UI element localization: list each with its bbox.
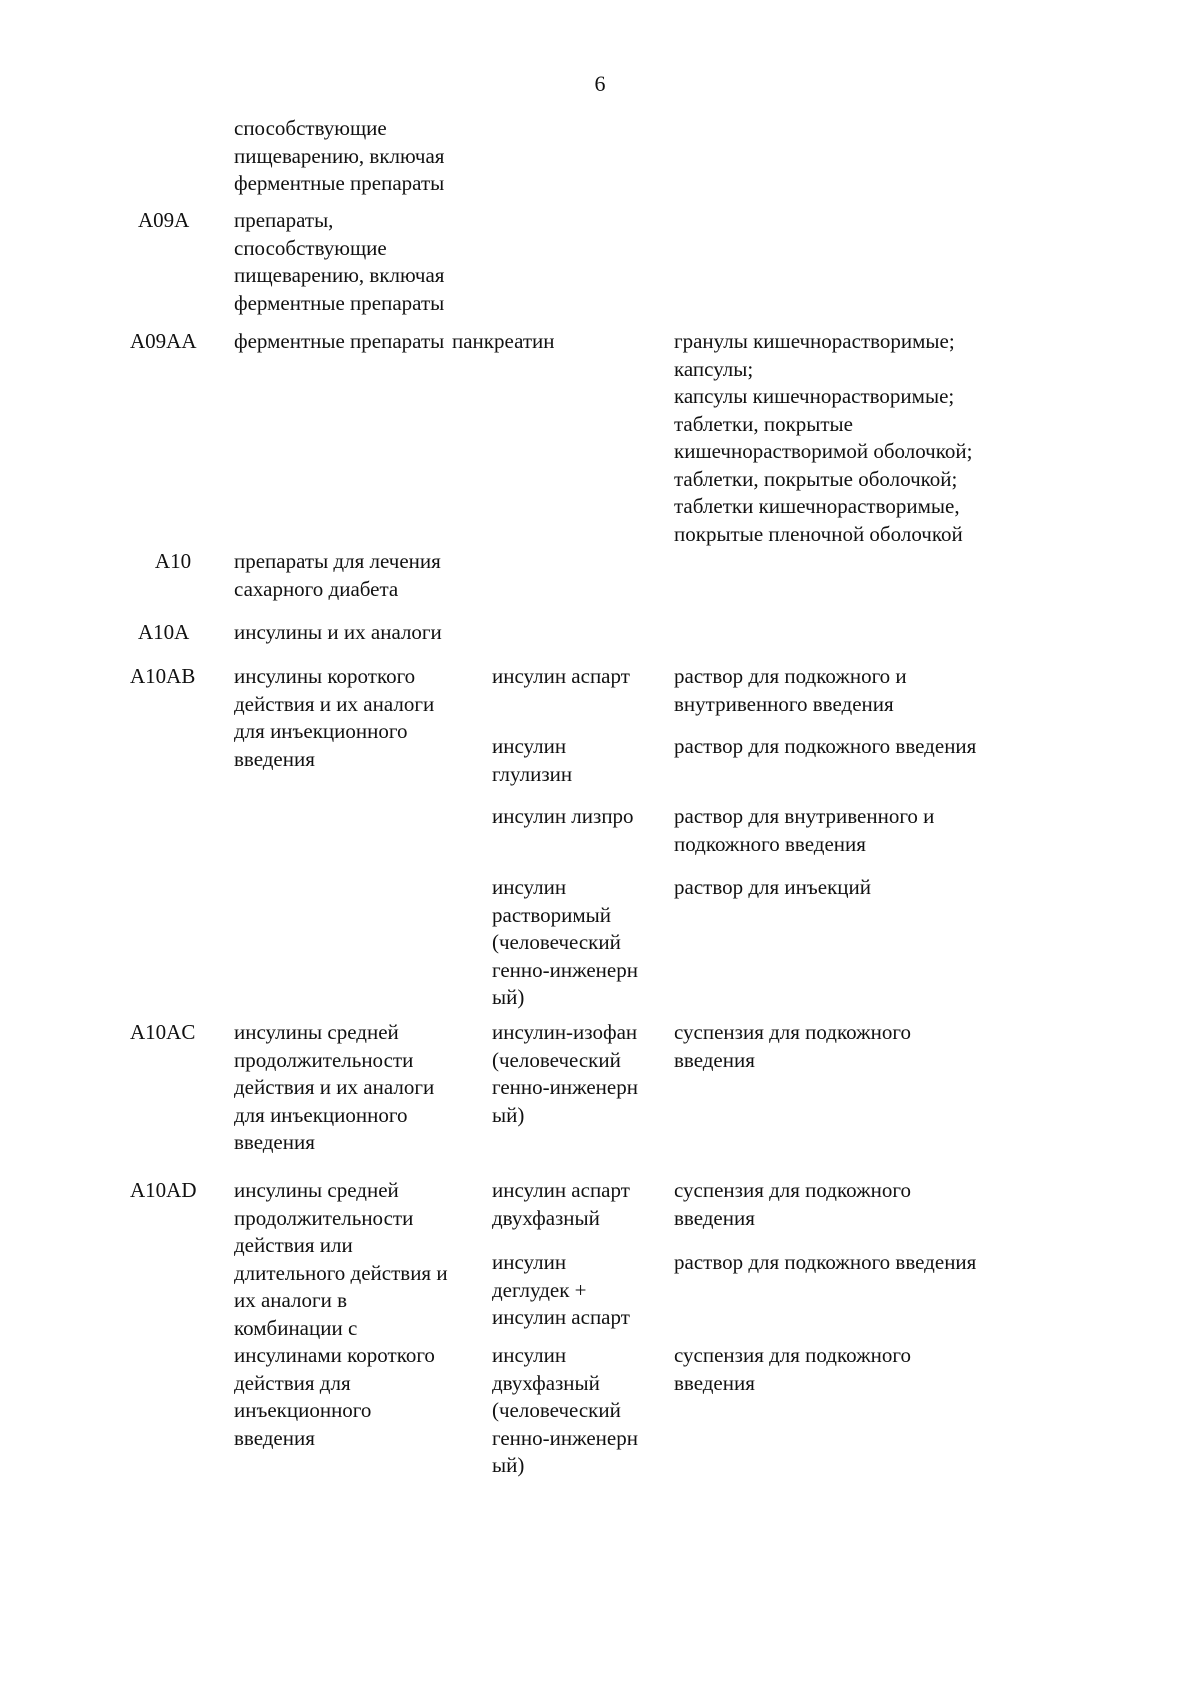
form-line: введения bbox=[674, 1047, 755, 1072]
drug-name bbox=[492, 1342, 667, 1480]
form-line: суспензия для подкожного bbox=[674, 1343, 911, 1367]
dosage-forms bbox=[674, 663, 1044, 718]
group-line: пищеварению, включая bbox=[234, 143, 445, 168]
drug-line: инсулин аспарт bbox=[492, 664, 630, 688]
group-line: ферментные препараты bbox=[234, 290, 445, 315]
atc-code: A10AB bbox=[130, 664, 196, 688]
group-line: действия и их аналоги bbox=[234, 1075, 435, 1099]
form-line: введения bbox=[674, 1205, 755, 1230]
group-line: ферментные препараты bbox=[234, 171, 445, 195]
page-number: 6 bbox=[594, 71, 606, 96]
drug-line: инсулин bbox=[492, 875, 567, 899]
group-line: инсулинами короткого bbox=[234, 1343, 435, 1367]
group-line: действия для bbox=[234, 1370, 351, 1395]
drug-line: генно-инженерн bbox=[492, 1075, 638, 1099]
drug-name bbox=[492, 874, 667, 1012]
drug-name bbox=[492, 803, 667, 831]
group-line: инсулины средней bbox=[234, 1178, 399, 1202]
group-name bbox=[234, 115, 479, 198]
group-name bbox=[234, 548, 479, 603]
group-line: пищеварению, включая bbox=[234, 263, 445, 287]
form-line: раствор для инъекций bbox=[674, 875, 871, 899]
group-line: инсулины короткого bbox=[234, 664, 416, 688]
dosage-forms bbox=[674, 733, 1044, 761]
form-line: введения bbox=[674, 1370, 755, 1395]
group-line: способствующие bbox=[234, 235, 387, 260]
group-line: действия или bbox=[234, 1233, 353, 1257]
group-line: для инъекционного bbox=[234, 719, 408, 743]
drug-line: инсулин аспарт bbox=[492, 1178, 630, 1202]
group-line: для инъекционного bbox=[234, 1102, 408, 1127]
group-line: действия и их аналоги bbox=[234, 691, 435, 716]
drug-line: генно-инженерн bbox=[492, 1425, 638, 1450]
drug-name bbox=[492, 1019, 667, 1129]
form-line: капсулы кишечнорастворимые; bbox=[674, 384, 955, 408]
group-line: введения bbox=[234, 746, 315, 771]
drug-name bbox=[492, 663, 667, 691]
atc-code: A10AD bbox=[130, 1178, 197, 1202]
dosage-forms bbox=[674, 803, 1044, 858]
group-line: препараты, bbox=[234, 208, 334, 232]
form-line: таблетки, покрытые bbox=[674, 411, 853, 436]
drug-line: ый) bbox=[492, 985, 525, 1009]
drug-line: двухфазный bbox=[492, 1205, 600, 1230]
group-line: введения bbox=[234, 1425, 315, 1450]
group-line: длительного действия и bbox=[234, 1260, 448, 1285]
group-line: сахарного диабета bbox=[234, 576, 399, 601]
group-name bbox=[234, 663, 479, 773]
drug-line: растворимый bbox=[492, 902, 611, 927]
drug-line: инсулин bbox=[492, 734, 567, 758]
form-line: гранулы кишечнорастворимые; bbox=[674, 329, 955, 353]
group-line: препараты для лечения bbox=[234, 549, 441, 573]
atc-code: A10AC bbox=[130, 1020, 196, 1044]
group-line: введения bbox=[234, 1130, 315, 1154]
group-line: продолжительности bbox=[234, 1047, 414, 1072]
group-line: способствующие bbox=[234, 116, 387, 140]
drug-line: инсулин bbox=[492, 1343, 567, 1367]
drug-name bbox=[492, 1249, 667, 1332]
group-line: инъекционного bbox=[234, 1398, 372, 1422]
atc-code: A09A bbox=[138, 208, 190, 232]
drug-name bbox=[452, 328, 632, 356]
drug-line: ый) bbox=[492, 1102, 525, 1127]
form-line: капсулы; bbox=[674, 356, 754, 381]
group-line: комбинации с bbox=[234, 1315, 358, 1340]
group-line: ферментные препараты bbox=[234, 329, 445, 353]
form-line: внутривенного введения bbox=[674, 691, 894, 716]
atc-code: A10 bbox=[154, 549, 192, 573]
drug-line: генно-инженерн bbox=[492, 957, 638, 982]
group-line: их аналоги в bbox=[234, 1288, 348, 1312]
drug-line: инсулин лизпро bbox=[492, 804, 634, 828]
form-line: кишечнорастворимой оболочкой; bbox=[674, 439, 973, 463]
atc-code: A10A bbox=[138, 620, 190, 644]
dosage-forms bbox=[674, 874, 1044, 902]
drug-line: (человеческий bbox=[492, 1398, 621, 1422]
form-line: суспензия для подкожного bbox=[674, 1020, 911, 1044]
dosage-forms bbox=[674, 328, 1044, 548]
group-name bbox=[234, 619, 479, 647]
dosage-forms bbox=[674, 1342, 1044, 1397]
drug-line: (человеческий bbox=[492, 930, 621, 954]
drug-line: инсулин-изофан bbox=[492, 1020, 638, 1044]
drug-line: инсулин bbox=[492, 1250, 567, 1274]
group-line: инсулины и их аналоги bbox=[234, 620, 442, 644]
drug-line: (человеческий bbox=[492, 1047, 621, 1072]
group-line: инсулины средней bbox=[234, 1020, 399, 1044]
form-line: таблетки, покрытые оболочкой; bbox=[674, 466, 958, 491]
form-line: раствор для подкожного введения bbox=[674, 1250, 977, 1274]
atc-code: A09AA bbox=[130, 329, 197, 353]
drug-name bbox=[492, 733, 667, 788]
form-line: таблетки кишечнорастворимые, bbox=[674, 494, 960, 518]
form-line: суспензия для подкожного bbox=[674, 1178, 911, 1202]
drug-line: деглудек + bbox=[492, 1277, 587, 1302]
drug-line: двухфазный bbox=[492, 1370, 600, 1395]
drug-line: ый) bbox=[492, 1453, 525, 1477]
form-line: подкожного введения bbox=[674, 831, 866, 856]
drug-line: инсулин аспарт bbox=[492, 1305, 630, 1329]
group-name bbox=[234, 328, 479, 356]
group-name bbox=[234, 1019, 479, 1157]
dosage-forms bbox=[674, 1177, 1044, 1232]
dosage-forms bbox=[674, 1019, 1044, 1074]
drug-line: глулизин bbox=[492, 761, 573, 786]
form-line: раствор для подкожного и bbox=[674, 664, 907, 688]
group-name bbox=[234, 207, 479, 317]
drug-name bbox=[492, 1177, 667, 1232]
form-line: покрытые пленочной оболочкой bbox=[674, 521, 963, 546]
form-line: раствор для внутривенного и bbox=[674, 804, 935, 828]
form-line: раствор для подкожного введения bbox=[674, 734, 977, 758]
group-line: продолжительности bbox=[234, 1205, 414, 1230]
dosage-forms bbox=[674, 1249, 1044, 1277]
drug-line: панкреатин bbox=[452, 329, 555, 353]
group-name bbox=[234, 1177, 479, 1452]
